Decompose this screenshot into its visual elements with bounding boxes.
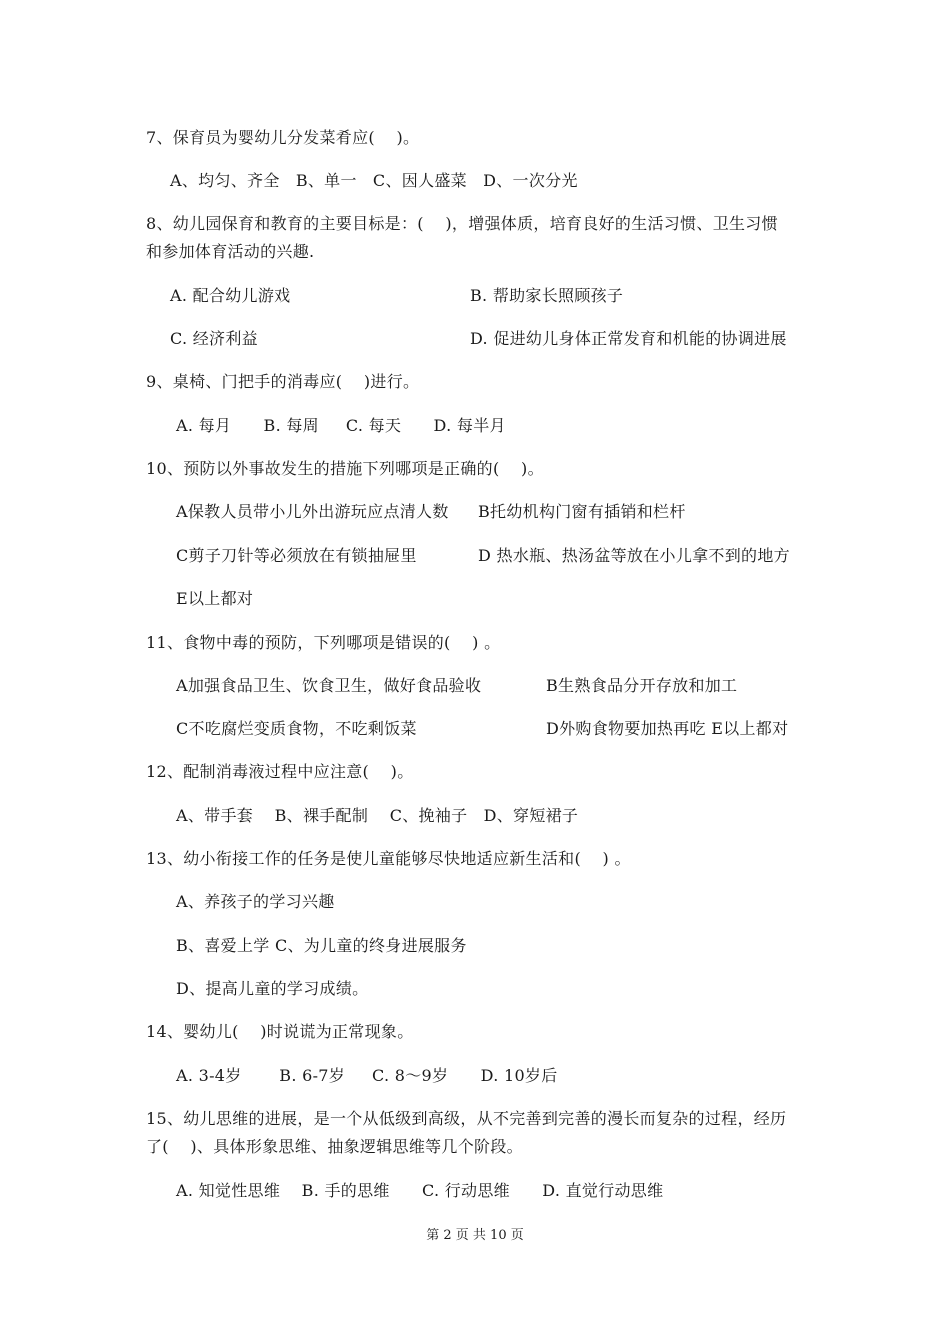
page-number-footer: 第 2 页 共 10 页 xyxy=(426,1228,524,1243)
question-8-option-d: D. 促进幼儿身体正常发育和机能的协调进展 xyxy=(470,329,787,348)
question-8-option-a: A. 配合幼儿游戏 xyxy=(170,286,291,305)
question-9-stem: 9、桌椅、门把手的消毒应( )进行。 xyxy=(146,372,420,391)
question-9-options: A. 每月 B. 每周 C. 每天 D. 每半月 xyxy=(176,416,506,435)
question-14-stem: 14、婴幼儿( )时说谎为正常现象。 xyxy=(146,1022,414,1041)
question-8-option-b: B. 帮助家长照顾孩子 xyxy=(470,286,624,305)
question-10-option-b: B托幼机构门窗有插销和栏杆 xyxy=(478,502,686,521)
question-11-option-c: C不吃腐烂变质食物，不吃剩饭菜 xyxy=(176,719,417,738)
question-11-stem: 11、食物中毒的预防，下列哪项是错误的( ) 。 xyxy=(146,633,501,652)
question-13-option-a: A、养孩子的学习兴趣 xyxy=(176,892,335,911)
question-8-stem-line1: 8、幼儿园保育和教育的主要目标是：( )，增强体质，培育良好的生活习惯、卫生习惯 xyxy=(146,214,778,233)
question-8-stem-line2: 和参加体育活动的兴趣. xyxy=(146,242,315,261)
question-13-option-d: D、提高儿童的学习成绩。 xyxy=(176,979,369,998)
question-7-options: A、均匀、齐全 B、单一 C、因人盛菜 D、一次分光 xyxy=(170,171,578,190)
question-10-option-a: A保教人员带小儿外出游玩应点清人数 xyxy=(176,502,449,521)
question-15-stem-line1: 15、幼儿思维的进展，是一个从低级到高级，从不完善到完善的漫长而复杂的过程，经历 xyxy=(146,1109,787,1128)
question-10-option-e: E以上都对 xyxy=(176,589,254,608)
question-11-option-b: B生熟食品分开存放和加工 xyxy=(546,676,738,695)
question-12-stem: 12、配制消毒液过程中应注意( )。 xyxy=(146,762,414,781)
question-10-option-c: C剪子刀针等必须放在有锁抽屉里 xyxy=(176,546,417,565)
question-13-stem: 13、幼小衔接工作的任务是使儿童能够尽快地适应新生活和( ) 。 xyxy=(146,849,631,868)
question-11-option-a: A加强食品卫生、饮食卫生，做好食品验收 xyxy=(176,676,482,695)
question-15-options: A. 知觉性思维 B. 手的思维 C. 行动思维 D. 直觉行动思维 xyxy=(176,1181,664,1200)
question-10-option-d: D 热水瓶、热汤盆等放在小儿拿不到的地方 xyxy=(478,546,790,565)
question-11-option-de: D外购食物要加热再吃 E以上都对 xyxy=(546,719,789,738)
question-13-option-bc: B、喜爱上学 C、为儿童的终身进展服务 xyxy=(176,936,467,955)
question-14-options: A. 3-4岁 B. 6-7岁 C. 8～9岁 D. 10岁后 xyxy=(176,1066,558,1085)
question-8-option-c: C. 经济利益 xyxy=(170,329,258,348)
question-10-stem: 10、预防以外事故发生的措施下列哪项是正确的( )。 xyxy=(146,459,544,478)
question-15-stem-line2: 了( )、具体形象思维、抽象逻辑思维等几个阶段。 xyxy=(146,1137,523,1156)
question-12-options: A、带手套 B、裸手配制 C、挽袖子 D、穿短裙子 xyxy=(176,806,579,825)
question-7-stem: 7、保育员为婴幼儿分发菜肴应( )。 xyxy=(146,128,420,147)
